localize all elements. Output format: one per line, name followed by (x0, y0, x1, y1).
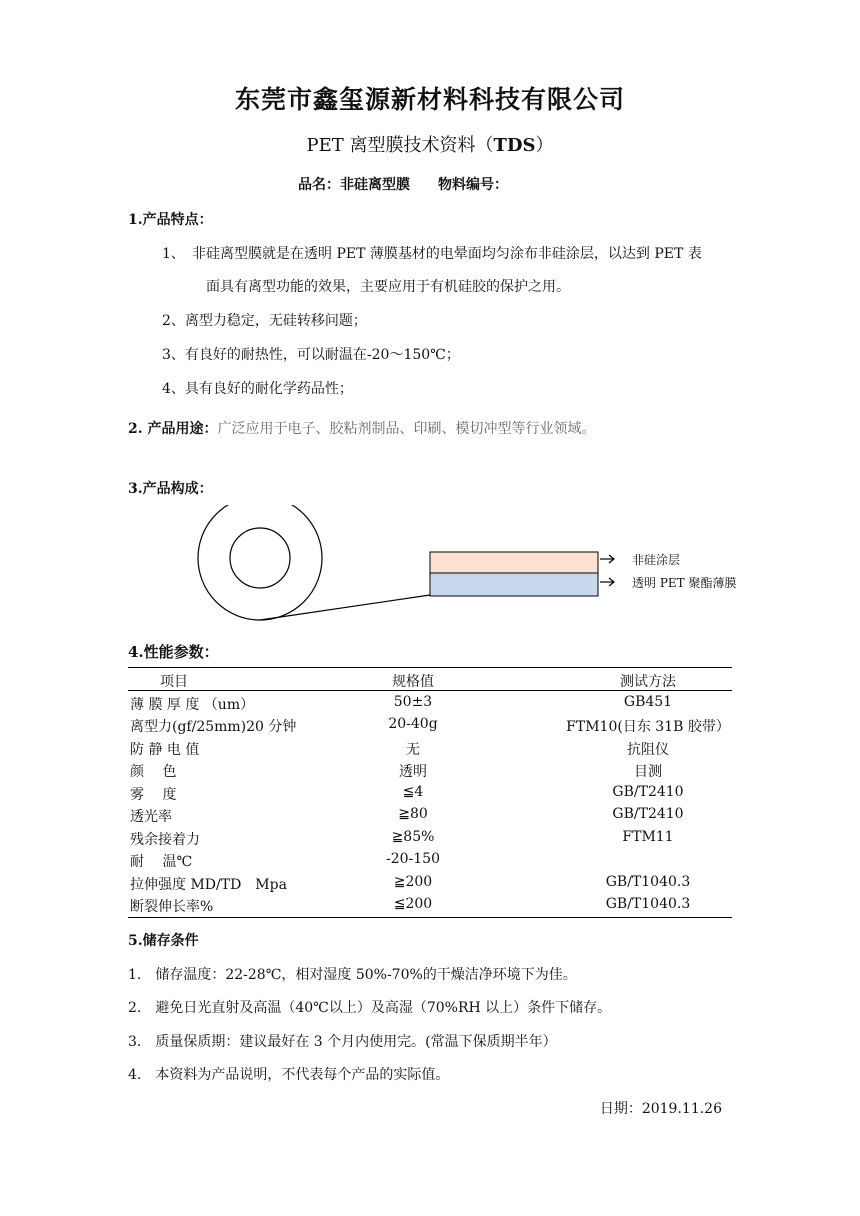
feature-item-1-number: 1、 (162, 246, 185, 262)
table-cell-method: GB/T1040.3 (605, 874, 691, 890)
product-info-line (298, 174, 508, 194)
doc-title-suffix: ） (535, 135, 554, 156)
product-name-label: 品名：非硅离型膜 (298, 177, 410, 193)
storage-item-1: 1. 储存温度：22-28℃，相对湿度 50%-70%的干燥洁净环境下为佳。 (128, 967, 577, 983)
usage-text: 广泛应用于电子、胶粘剂制品、印刷、模切冲型等行业领域。 (217, 421, 596, 437)
usage-heading: 2. 产品用途： (128, 421, 218, 437)
storage-heading: 5.储存条件 (128, 933, 199, 949)
table-cell-method: GB/T1040.3 (605, 896, 691, 912)
storage-item-2: 2. 避免日光直射及高温（40℃以上）及高湿（70%RH 以上）条件下储存。 (128, 1000, 612, 1016)
layer-top-label: 非硅涂层 (632, 553, 681, 567)
table-cell-method: FTM11 (622, 829, 674, 845)
table-bottom-rule (128, 917, 732, 918)
table-cell-spec: ≦200 (393, 896, 433, 912)
storage-item-3: 3. 质量保质期：建议最好在 3 个月内使用完。(常温下保质期半年） (128, 1034, 557, 1050)
document-title (0, 131, 860, 157)
performance-heading: 4.性能参数： (128, 643, 219, 661)
arrow-right-icon (600, 555, 614, 563)
usage-line (128, 418, 596, 438)
company-name: 东莞市鑫玺源新材料科技有限公司 (234, 85, 625, 114)
table-cell-method: GB/T2410 (612, 806, 684, 822)
table-top-rule (128, 667, 732, 668)
structure-heading: 3.产品构成： (128, 481, 213, 497)
roll-outer-circle (198, 505, 322, 620)
table-cell-spec: 20-40g (388, 716, 438, 732)
doc-title-tds: TDS (493, 135, 536, 156)
layer-bottom-label: 透明 PET 聚酯薄膜 (632, 576, 737, 590)
table-cell-item: 颜 色 (130, 764, 177, 780)
table-cell-method: GB451 (623, 694, 673, 710)
non-silicone-layer (430, 552, 598, 573)
features-heading: 1.产品特点： (128, 212, 213, 228)
table-cell-item: 断裂伸长率% (130, 899, 214, 915)
table-cell-spec: -20-150 (386, 851, 440, 867)
document-date: 日期：2019.11.26 (599, 1101, 722, 1117)
roll-core-circle (230, 528, 290, 588)
table-cell-spec: ≧80 (398, 806, 428, 822)
feature-item-1-line-1: 非硅离型膜就是在透明 PET 薄膜基材的电晕面均匀涂布非硅涂层，以达到 PET 表 (192, 246, 702, 262)
table-cell-item: 防 静 电 值 (130, 742, 200, 758)
table-cell-item: 拉伸强度 MD/TD Mpa (130, 877, 287, 893)
arrow-right-icon (600, 578, 614, 586)
pet-film-layer (430, 573, 598, 596)
table-cell-item: 离型力(gf/25mm)20 分钟 (130, 719, 297, 735)
film-leader-line (260, 595, 430, 620)
table-cell-item: 薄 膜 厚 度 （um） (130, 697, 255, 713)
table-header-rule (128, 690, 732, 691)
storage-item-4: 4. 本资料为产品说明，不代表每个产品的实际值。 (128, 1067, 450, 1083)
material-code-label: 物料编号： (438, 177, 508, 193)
feature-item-4: 4、具有良好的耐化学药品性； (162, 381, 353, 397)
feature-item-1-line-2: 面具有离型功能的效果，主要应用于有机硅胶的保护之用。 (206, 279, 570, 295)
table-header-method: 测试方法 (620, 674, 676, 690)
table-cell-item: 残余接着力 (130, 832, 200, 848)
table-cell-spec: ≦4 (402, 784, 424, 800)
feature-item-2: 2、离型力稳定，无硅转移问题； (162, 313, 367, 329)
table-cell-item: 雾 度 (130, 787, 177, 803)
table-cell-spec: ≧200 (393, 874, 433, 890)
table-cell-method: 目测 (634, 764, 662, 780)
table-cell-spec: ≧85% (391, 829, 435, 845)
feature-item-3: 3、有良好的耐热性，可以耐温在-20～150℃； (162, 347, 460, 363)
table-cell-method: GB/T2410 (612, 784, 684, 800)
table-cell-method: 抗阻仪 (627, 742, 669, 758)
table-header-spec: 规格值 (392, 674, 434, 690)
table-cell-spec: 50±3 (393, 694, 433, 710)
table-cell-item: 透光率 (130, 809, 172, 825)
table-cell-method: FTM10(日东 31B 胶带） (566, 719, 730, 735)
table-header-item: 项目 (160, 674, 188, 690)
table-cell-spec: 透明 (399, 764, 427, 780)
table-cell-spec: 无 (406, 742, 420, 758)
doc-title-prefix: PET 离型膜技术资料（ (306, 135, 494, 156)
table-cell-item: 耐 温℃ (130, 854, 193, 870)
